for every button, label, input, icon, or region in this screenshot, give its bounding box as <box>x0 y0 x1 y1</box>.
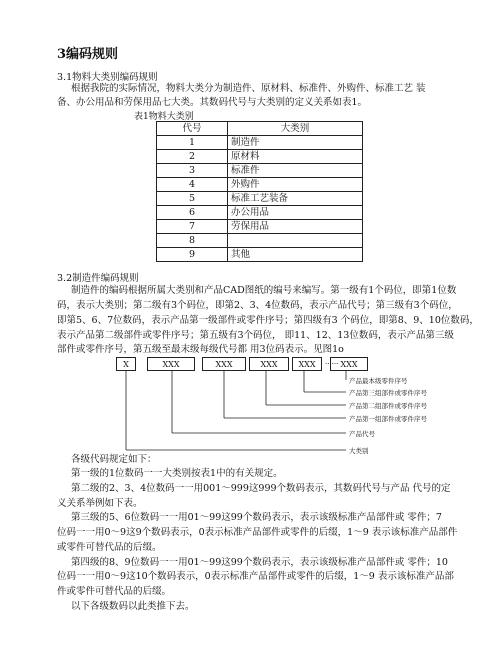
table-cell-code: 5 <box>157 192 228 206</box>
table-cell-code: 8 <box>157 234 228 248</box>
code-box-level1: XXX <box>202 357 246 371</box>
table-cell-category: 原材料 <box>228 150 363 164</box>
paragraph-line: 各级代码规定如下： <box>71 454 157 465</box>
paragraph-line: 表示产品第二级部件或零件序号；第五级有3个码位， 即11、12、13位数码，表示产品第三级 <box>57 330 454 341</box>
table-cell-category: 外购件 <box>228 178 363 192</box>
table-cell-category: 其他 <box>228 248 363 262</box>
table-cell-category: 标准件 <box>228 164 363 178</box>
table-caption: 表1物料大类别 <box>134 112 194 122</box>
table-cell-code: 4 <box>157 178 228 192</box>
table-cell-category: 标准工艺装备 <box>228 192 363 206</box>
diagram-label-product-code: 产品代号 <box>349 430 375 438</box>
paragraph-line: 以下各级数码以此类推下去。 <box>71 601 195 612</box>
code-box-level2: XXX <box>249 357 289 371</box>
table-header-code: 代号 <box>157 122 228 136</box>
table-cell-category: 办公用品 <box>228 206 363 220</box>
section-title: 3编码规则 <box>57 47 119 62</box>
paragraph-line: 码，表示大类别；第二级有3个码位，即第2、3、4位数码，表示产品代号；第三级有3个码位， <box>57 300 458 311</box>
paragraph-line: 第一级的1位数码一一大类别按表1中的有关规定。 <box>71 468 283 479</box>
paragraph-line: 部件或零件序号，第五级至最末级每级代号都 用3位码表示。见图1o <box>57 344 344 355</box>
paragraph-line: 即第5、6、7位数码，表示产品第一级部件或零件序号；第四级有3 个码位，即第8、9、10位数码， <box>57 315 479 326</box>
paragraph-line: 制造件的编码根据所属大类别和产品CAD图纸的编号来编写。第一级有1个码位，即第1位数 <box>71 285 457 296</box>
subsection-title-material-category: 3.1物料大类别编码规则 <box>57 72 158 83</box>
table-cell-code: 7 <box>157 220 228 234</box>
table-header-category: 大类别 <box>228 122 363 136</box>
code-ellipsis: ...... <box>325 358 339 366</box>
diagram-label-level1: 产品第一组部件或零件序号 <box>349 415 427 423</box>
table-cell-code: 9 <box>157 248 228 262</box>
table-cell-code: 6 <box>157 206 228 220</box>
diagram-label-level3: 产品第三组部件或零件序号 <box>349 389 427 397</box>
table-cell-code: 1 <box>157 136 228 150</box>
paragraph-line: 或零件可替代品的后缀。 <box>57 542 162 553</box>
paragraph-line: 第四级的8、9位数码一一用01～99这99个数码表示，表示该级标准产品部件或 零件；10 <box>71 557 448 568</box>
diagram-label-last-level: 产品最本级零件序号 <box>349 377 408 385</box>
paragraph-line: 位码一一用0～9这10个数码表示，0表示标准产品部件或零件的后缀，1～9 表示该标准产品部 <box>57 571 454 582</box>
paragraph-line: 根据我院的实际情况，物料大类分为制造件、原材料、标准件、外购件、标准工艺 装 <box>71 83 426 94</box>
code-box-product-code: XXX <box>147 357 195 371</box>
table-cell-category: 劳保用品 <box>228 220 363 234</box>
subsection-title-manufactured-parts: 3.2制造件编码规则 <box>57 273 139 284</box>
code-box-last-level: XXX <box>330 357 368 371</box>
paragraph-line: 备、办公用品和劳保用品七大类。其数码代号与大类别的定义关系如表1。 <box>57 97 368 108</box>
paragraph-line: 第二级的2、3、4位数码一一用001～999这999个数码表示，其数码代号与产品 代号的定 <box>71 483 451 494</box>
paragraph-line: 义关系举例如下表。 <box>57 498 143 509</box>
paragraph-line: 位码一一用0～9这9个数码表示，0表示标准产品部件或零件的后缀，1～9 表示该标准产品部件 <box>57 527 458 538</box>
paragraph-line: 第三级的5、6位数码一一用01～99这99个数码表示，表示该级标准产品部件或 零件；7 <box>71 512 442 523</box>
diagram-label-category: 大类别 <box>349 447 369 455</box>
code-box-level3: XXX <box>292 357 322 371</box>
diagram-label-level2: 产品第二组部件或零件序号 <box>349 402 427 410</box>
table-cell-category: 制造件 <box>228 136 363 150</box>
table-cell-code: 2 <box>157 150 228 164</box>
table-cell-code: 3 <box>157 164 228 178</box>
code-box-category: X <box>116 357 136 371</box>
paragraph-line: 件或零件可替代品的后缀。 <box>57 586 172 597</box>
